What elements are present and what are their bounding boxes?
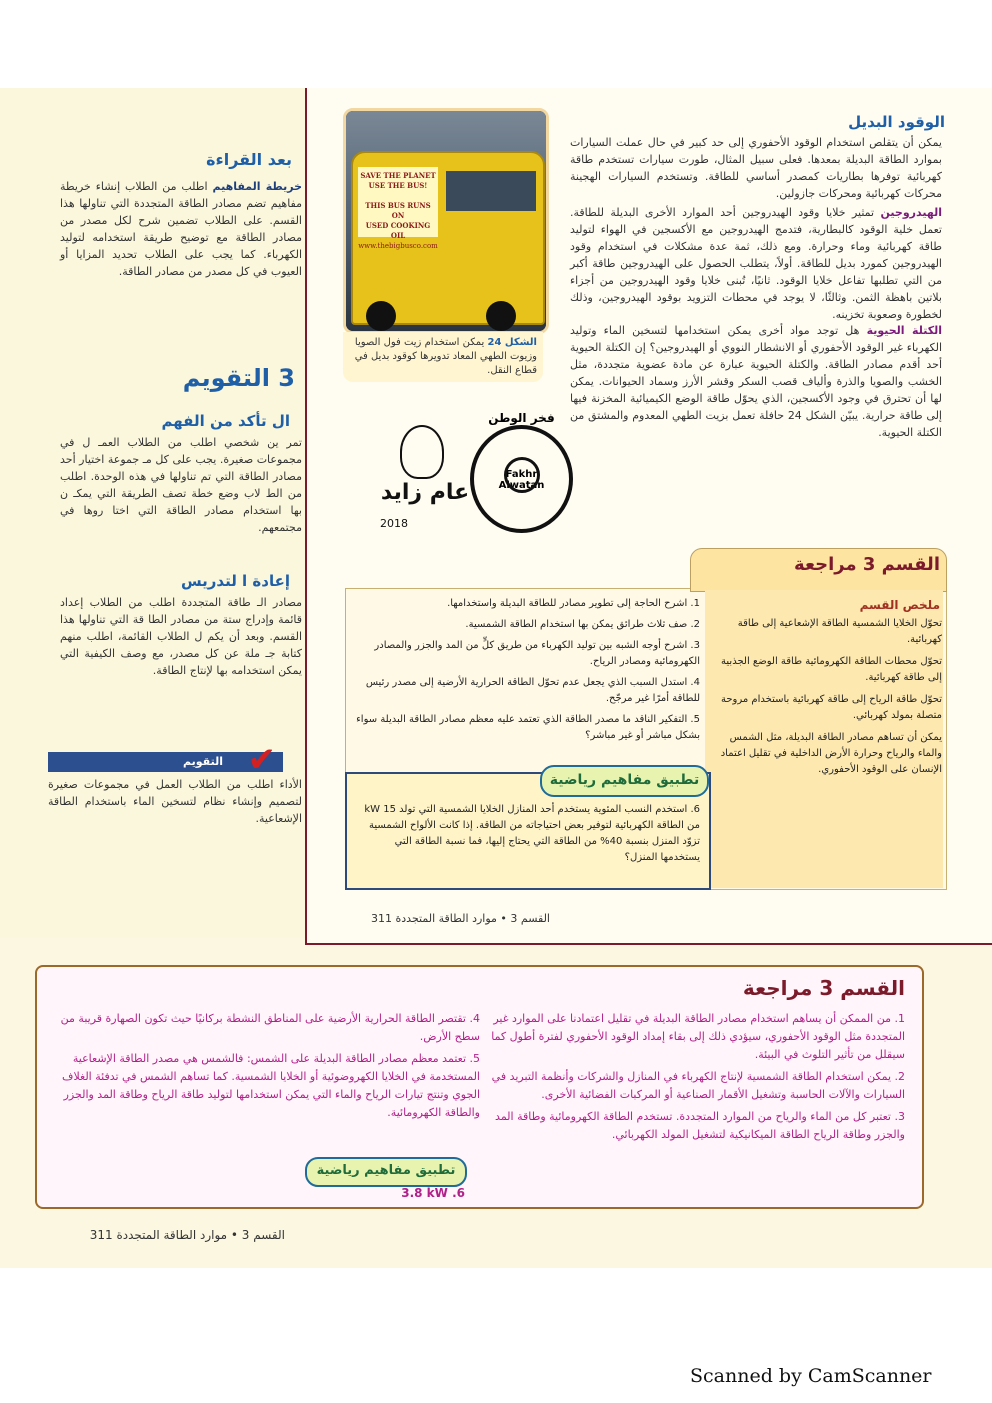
checkmark-icon: ✔	[247, 740, 276, 780]
question-item: 3. اشرح أوجه الشبه بين توليد الكهرباء من طريق كلٍّ من المد والجزر والمصادر الكهرومائية ومصادر الرياح.	[374, 640, 700, 667]
caption-figure-label: الشكل 24	[487, 337, 537, 348]
caption-text: يمكن استخدام زيت فول الصويا وزيوت الطهي المعاد تدويرها كوقود بديل في قطاع النقل.	[354, 337, 537, 376]
answers-math-answer: 3.8 kW .6	[401, 1186, 465, 1200]
spiral-icon	[504, 457, 540, 493]
hydrogen-paragraph	[570, 204, 942, 323]
summary-item: تحوّل محطات الطاقة الكهرومائية طاقة الوضع الجذبية إلى طاقة كهربائية.	[721, 656, 942, 683]
question-item: 2. صف ثلاث طرائق يمكن بها استخدام الطاقة الشمسية.	[465, 619, 700, 630]
answers-heading: القسم 3 مراجعة	[742, 976, 905, 1000]
assess-title: التقويم	[182, 364, 270, 392]
zayed-stamp-text: عام زايد	[380, 480, 470, 505]
answer-item: 4. تقتصر الطاقة الحرارية الأرضية على المناطق النشطة بركانيًا حيث تكون الصهارة قريبة من سطح الأرض.	[60, 1012, 480, 1043]
hydrogen-lead: الهيدروجين	[880, 206, 942, 219]
math-label: تطبيق مفاهيم رياضية	[540, 765, 709, 797]
answers-math-label: تطبيق مفاهيم رياضية	[305, 1157, 467, 1187]
review-heading: القسم 3 مراجعة	[794, 554, 940, 575]
answer-item: 1. من الممكن أن يساهم استخدام مصادر الطاقة البديلة في تقليل اعتمادنا على الموارد غير المتجددة مثل الوقود الأحفوري، سيؤدي ذلك إلى بقاء إمداد الوقود الأحفوري لفترة أطول كما سيقلل من تأثير التلوث في البيئة.	[491, 1012, 905, 1061]
eval-paragraph: الأداء اطلب من الطلاب العمل في مجموعات صغيرة لتصميم وإنشاء نظام لتسخين الماء باستخدام الطاقة الإشعاعية.	[48, 778, 302, 825]
answer-item: 5. تعتمد معظم مصادر الطاقة البديلة على الشمس: فالشمس هي مصدر الطاقة الإشعاعية المستخدمة في الخلايا الكهروضوئية أو الخلايا الشمسية. كما تساهم الشمس في تدفئة الغلاف الجوي وتنتج تيارات الرياح والماء التي يمكن استخدامها لتوليد طاقة الرياح وطاقة المد والجزر والطاقة الكهرومائية.	[62, 1052, 480, 1119]
after-reading-heading: بعد القراءة	[206, 150, 292, 169]
answer-item: 3. تعتبر كل من الماء والرياح من الموارد المتجددة. تستخدم الطاقة الكهرومائية وطاقة المد والجزر وطاقة الرياح الطاقة الميكانيكية لتشغيل المولد الكهربائي.	[495, 1110, 905, 1141]
reteach-paragraph: مصادر الـ طاقة المتجددة اطلب من الطلاب إعداد قائمة وإدراج ستة من مصادر الطا قة التي تناولها هذا القسم. وبعد أن يكم ل الطلاب القائمة، اطلب منهم كتابة جـ ملة عن كل مصدر، مع وصف الكيفية التي يمكن استخدامه بها لإنتاج الطاقة.	[60, 596, 302, 677]
answer-item: 2. يمكن استخدام الطاقة الشمسية لإنتاج الكهرباء في المنازل والشركات وأنظمة التبريد في السيارات والآلات الحاسبة وتشغيل الأقمار الصناعية أو المركبات الفضائية الأخرى.	[491, 1070, 905, 1101]
zayed-stamp-year: 2018	[380, 517, 408, 530]
fakhr-stamp-sub: Fakhr Alwatan	[498, 469, 545, 491]
fakhr-alwatan-stamp	[470, 411, 573, 533]
alt-fuel-paragraph: يمكن أن يتقلص استخدام الوقود الأحفوري إلى حد كبير في حال عملت السيارات بموارد الطاقة البديلة بمعدها. فعلى سبيل المثال، طورت سيارات تستخدم طاقة كهربائية توفرها بطاريات كمصدر أساسي للطاقة. وتستخدم السيارات الهجينة محركات كهربائية ومحركات جازولين.	[570, 136, 942, 200]
bus-sign-line4: USED COOKING OIL	[365, 221, 431, 240]
math-question: 6. استخدم النسب المئوية يستخدم أحد المنازل الخلايا الشمسية التي تولد 15 kW من الطاقة الكهربائية لتوفير بعض احتياجاته من الطاقة. إذا كانت الألواح الشمسية تزوّد المنزل بنسبة 40% من الطاقة التي يحتاج إليها، فما نسبة الطاقة التي يستخدمها المنزل؟	[364, 804, 700, 863]
bus-sign-line5: www.thebigbusco.com	[358, 242, 438, 250]
concept-map-title: خريطة المفاهيم	[212, 180, 302, 193]
summary-item: يمكن أن تساهم مصادر الطاقة البديلة، مثل الشمس والماء والرياح وحرارة الأرض الداخلية في تقليل اعتماد الإنسان على الوقود الأحفوري.	[720, 732, 942, 775]
page-footer: القسم 3 • موارد الطاقة المتجددة 311	[371, 912, 550, 925]
concept-map-text: اطلب من الطلاب إنشاء خريطة مفاهيم تضم مصادر الطاقة المتجددة التي تناولها هذا القسم. على الطلاب تضمين شرح لكل مصدر من مصادر الطاقة مع توضيح طريقة استخدامه لتوليد الكهرباء. كما يجب على الطلاب تحديد المزايا أو العيوب في كل مصدر من مصادر الطاقة.	[60, 180, 302, 278]
check-paragraph: تمر ين شخصي اطلب من الطلاب العمـ ل في مجموعات صغيرة. يجب على كل مـ جموعة اختيار أحد مصادر الطاقة التي تم تناولها في هذه الوحدة. اطلب من الط لاب وضع خطة تصف الطريقة التي يمكـ ن بها استخدام مصادر الطاقة التي اختا روها في مجتمعهم.	[60, 436, 302, 534]
summary-item: تحوّل الخلايا الشمسية الطاقة الإشعاعية إلى طاقة كهربائية.	[737, 618, 942, 645]
fakhr-stamp-text: فخر الوطن	[488, 411, 555, 425]
biomass-lead: الكتلة الحيوية	[866, 324, 943, 337]
summary-item: تحوّل طاقة الرياح إلى طاقة كهربائية باستخدام مروحة متصلة بمولد كهربائي.	[720, 694, 942, 721]
portrait-icon	[400, 425, 444, 479]
question-item: 4. استدل السبب الذي يجعل عدم تحوّل الطاقة الحرارية الأرضية إلى مصدر رئيس للطاقة أمرًا غير مرجّح.	[365, 677, 700, 704]
eval-label-bar: التقويم	[48, 752, 283, 772]
question-item: 1. اشرح الحاجة إلى تطوير مصادر للطاقة البديلة واستخدامها.	[447, 598, 700, 609]
answers-left-col	[60, 1010, 480, 1122]
answers-page-footer: القسم 3 • موارد الطاقة المتجددة 311	[89, 1228, 285, 1242]
figure-caption	[343, 332, 543, 382]
check-heading: ال تأكد من الفهم	[161, 412, 290, 430]
zayed-year-stamp	[380, 425, 470, 535]
biomass-paragraph	[570, 322, 942, 441]
bus-sign-line1: SAVE THE PLANET	[360, 171, 436, 180]
reteach-heading: إعادة ا لتدريس	[180, 572, 290, 590]
bus-wheel-front	[366, 301, 396, 331]
bus-sign-line3: THIS BUS RUNS ON	[365, 201, 431, 220]
bus-sign	[358, 167, 438, 250]
question-item: 5. التفكير الناقد ما مصدر الطاقة الذي تعتمد عليه معظم مصادر الطاقة البديلة سواء بشكل مباشر أو غير مباشر؟	[356, 714, 700, 741]
answers-right-col	[485, 1010, 905, 1144]
questions-list	[355, 596, 700, 744]
bus-wheel-rear	[486, 301, 516, 331]
assess-number: 3	[278, 364, 295, 392]
bus-sign-line2: USE THE BUS!	[368, 181, 428, 190]
hydrogen-text: تمثير خلايا وقود الهيدروجين أحد الموارد الأخرى البديلة للطاقة. تعمل خلية الوقود كالبطارية، فتدمج الهيدروجين مع الأكسجين في الهواء لتوليد طاقة كهربائية وماء وحرارة. ومع ذلك، ثمة عدة مشكلات في استخدام وقود الهيدروجين كمورد بديل للطاقة. أولاً، يتطلب الحصول على الهيدروجين طاقة أكبر من التي تطلبها تفاعل خلايا الوقود. ثانيًا، تُبنى خلايا وقود الهيدروجين من أجزاء بلاتين باهظة الثمن. وثالثًا، لا يوجد في محطات التزويد بوقود الهيدروجين، وذلك لخطورة وصعوبة تخزينه.	[570, 206, 942, 321]
biomass-text: هل توجد مواد أخرى يمكن استخدامها لتسخين الماء وتوليد الكهرباء غير الوقود الأحفوري أو الانشطار النووي أو الهيدروجين؟ إن الكتلة الحيوية أحد أقدم مصادر الطاقة. والكتلة الحيوية عبارة عن مادة عضوية متجددة، مثل الخشب والصويا والذرة وألياف قصب السكر وقشر الأرز وسماد الحيوانات. يمكن لها أن تحترق في وجود الأكسجين، الذي يحوّل طاقة الوضع الكيميائية المخزنة فيها إلى طاقة حرارية. يبيّن الشكل 24 حافلة تعمل بزيت الطهي المعدوم والمشتق من الكتلة الحيوية.	[570, 324, 942, 439]
assess-heading	[175, 364, 295, 400]
concept-map-paragraph	[60, 178, 302, 280]
bus-photo	[343, 108, 549, 334]
alt-fuel-heading: الوقود البديل	[848, 113, 945, 131]
scanner-watermark: Scanned by CamScanner	[690, 1365, 932, 1387]
bus-windows	[446, 171, 536, 211]
summary-heading: ملخص القسم	[859, 598, 940, 612]
summary-list	[712, 616, 942, 778]
